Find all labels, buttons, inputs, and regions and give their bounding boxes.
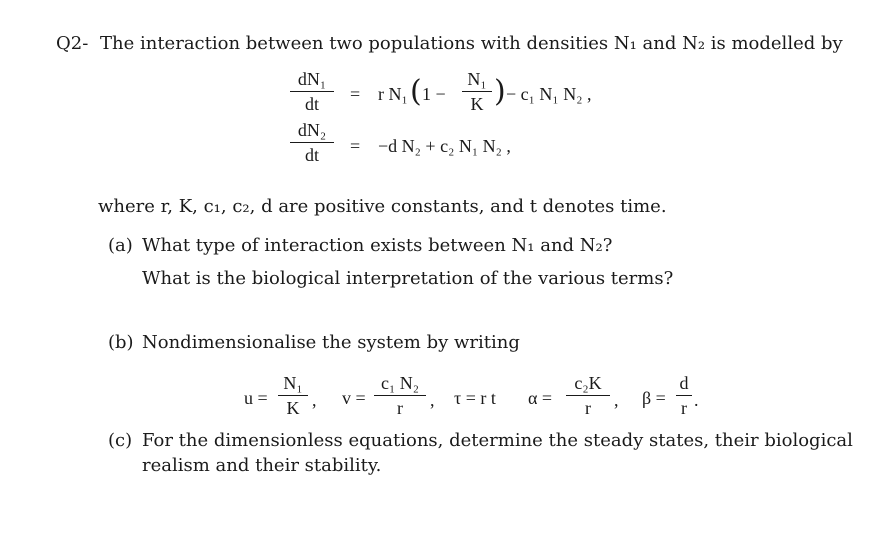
separator-comma: ,	[614, 390, 619, 410]
beta-fraction	[676, 372, 692, 419]
eq2-equals: =	[350, 136, 361, 156]
fraction-bar	[278, 395, 308, 396]
v-denominator: r	[397, 398, 403, 418]
eq1-rhs-one-minus: 1 −	[422, 84, 446, 104]
fraction-bar	[462, 91, 492, 92]
u-numerator: N₁	[283, 373, 303, 393]
eq1-rhs-numerator: N₁	[467, 69, 487, 89]
eq1-rhs-fraction	[462, 68, 492, 115]
u-definition-lhs: u =	[244, 388, 268, 408]
eq1-rhs-interaction: − c₁ N₁ N₂ ,	[506, 84, 592, 104]
alpha-fraction	[566, 372, 610, 419]
beta-numerator: d	[679, 373, 689, 393]
v-definition-lhs: v =	[342, 388, 366, 408]
eq1-lhs-denominator: dt	[304, 94, 319, 114]
u-fraction	[278, 372, 308, 419]
eq1-lhs-fraction	[290, 68, 334, 115]
fraction-bar	[566, 395, 610, 396]
fraction-bar	[290, 91, 334, 92]
v-numerator: c₁ N₂	[380, 373, 420, 393]
question-label: Q2-	[56, 33, 89, 54]
part-c-question-2: realism and their stability.	[142, 455, 382, 476]
eq2-lhs-numerator: dN₂	[297, 120, 327, 140]
final-period: .	[694, 390, 699, 410]
part-a-question-2: What is the biological interpretation of the various terms?	[142, 268, 674, 289]
part-c-question-1: For the dimensionless equations, determine the steady states, their biological	[142, 430, 853, 451]
eq2-lhs-fraction	[290, 119, 334, 166]
part-c-label: (c)	[108, 430, 133, 451]
part-a-question-1: What type of interaction exists between N₁ and N₂?	[142, 235, 613, 256]
question-intro: The interaction between two populations with densities N₁ and N₂ is modelled by	[100, 33, 843, 54]
separator-comma: ,	[430, 390, 435, 410]
eq1-lhs-numerator: dN₁	[297, 69, 327, 89]
beta-denominator: r	[681, 398, 687, 418]
fraction-bar	[290, 142, 334, 143]
alpha-definition-lhs: α =	[528, 388, 553, 408]
part-a-label: (a)	[108, 235, 133, 256]
eq2-rhs: −d N₂ + c₂ N₁ N₂ ,	[378, 136, 511, 156]
eq2-lhs-denominator: dt	[304, 145, 319, 165]
beta-definition-lhs: β =	[642, 388, 666, 408]
alpha-numerator: c₂K	[574, 373, 602, 393]
eq1-rhs-growth: r N₁	[378, 84, 408, 104]
alpha-denominator: r	[585, 398, 591, 418]
eq1-left-paren: (	[410, 74, 422, 109]
fraction-bar	[676, 395, 692, 396]
part-b-label: (b)	[108, 332, 134, 353]
constants-description: where r, K, c₁, c₂, d are positive constants, and t denotes time.	[98, 196, 667, 217]
u-denominator: K	[286, 398, 300, 418]
eq1-equals: =	[350, 84, 361, 104]
v-fraction	[374, 372, 426, 419]
eq1-right-paren: )	[494, 74, 506, 109]
separator-comma: ,	[312, 390, 317, 410]
eq1-rhs-denominator: K	[470, 94, 484, 114]
part-b-instruction: Nondimensionalise the system by writing	[142, 332, 520, 353]
fraction-bar	[374, 395, 426, 396]
tau-definition: τ = r t	[454, 388, 496, 408]
